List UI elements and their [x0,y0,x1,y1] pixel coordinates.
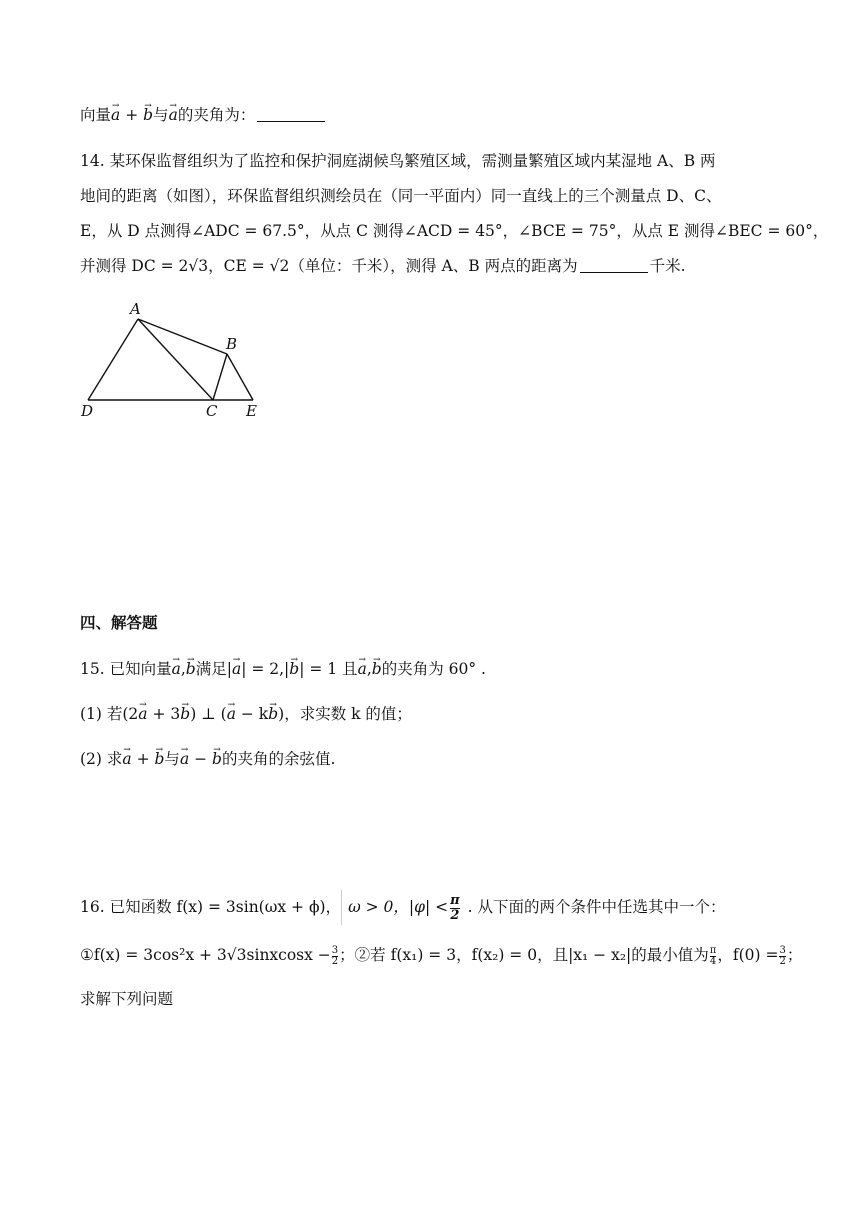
q15-text: | = 2,| [241,660,290,678]
pi-over-2-fraction [450,894,460,923]
frac-num: π [709,944,717,956]
q15-part2-text: 与 [164,750,180,768]
vector-b: → b [143,104,153,126]
q16-text: ； [786,946,803,964]
frac-num: π [450,892,460,908]
vector-b: → b [180,703,190,725]
q16-text: . 从下面的两个条件中任选其中一个： [467,898,726,916]
frac-num: 3 [779,944,786,956]
q15-part1-text: − k [235,705,269,723]
q14-line-4 [80,255,686,277]
vector-a: → a [111,104,120,126]
q16-cond2-tail: ，f(0) = [717,946,779,964]
label-B: B [226,335,238,353]
label-D: D [81,402,94,420]
q16-text: 16. 已知函数 f(x) = 3sin(ωx + ϕ)， [80,898,342,916]
frac-num: 3 [331,944,339,956]
vector-a: → a [227,703,236,725]
answer-blank [257,121,325,122]
q16-condition [341,890,468,925]
label-A: A [130,300,141,318]
q13-suffix: 的夹角为： [177,106,256,124]
q16-line-1 [80,890,726,925]
triangle-figure [76,296,276,426]
answer-blank [580,272,648,273]
segment-BE [227,354,253,400]
vector-b: → b [186,658,196,680]
q15-text: | = 1 且 [299,660,358,678]
q13-mid: 与 [153,106,169,124]
vector-b: → b [289,658,299,680]
q13-prefix: 向量 [80,106,112,124]
q15-part1-text: )，求实数 k 的值； [278,705,412,723]
vector-a: → a [122,748,131,770]
fraction [710,946,717,967]
q16-line-3: 求解下列问题 [80,990,174,1008]
vector-b: → b [268,703,278,725]
q16-cond1: ①f(x) = 3cos²x + 3√3sinxcosx − [80,946,331,964]
label-C: C [206,402,218,420]
q16-line-2 [80,944,802,967]
fraction [779,946,785,967]
q14-unit: 千米. [649,257,686,275]
segment-DA [88,319,138,400]
vector-a: → a [169,104,178,126]
q15-part2-text: 的夹角的余弦值. [221,750,336,768]
q15-line-1: 15. 已知向量→ a,→ b满足|→ a| = 2,|→ b| = 1 且→ a,→ b的夹角为 60° . [80,658,486,680]
vector-b: → b [212,748,222,770]
q14-line-3: E，从 D 点测得∠ADC = 67.5°，从点 C 测得∠ACD = 45°，∠BCE = 75°，从点 E 测得∠BEC = 60°， [80,222,829,240]
q15-text: 满足| [195,660,232,678]
q13-answer-line [80,104,327,126]
vector-a: → a [180,748,189,770]
q15-part-2 [80,748,335,770]
segment-BC [213,354,227,400]
q15-part2-text: (2) 求 [80,750,123,768]
vector-a: → a [138,703,147,725]
q14-line-4-text: 并测得 DC = 2√3，CE = √2（单位：千米），测得 A、B 两点的距离为 [80,257,578,275]
q16-condition-text: ω > 0，|φ| < [348,898,449,916]
frac-den: 2 [450,907,460,923]
q15-part1-text: (1) 若(2 [80,705,139,723]
frac-den: 4 [709,955,717,967]
q16-cond2: ；②若 f(x₁) = 3，f(x₂) = 0，且|x₁ − x₂|的最小值为 [339,946,709,964]
fraction [332,946,338,967]
vector-b: → b [154,748,164,770]
plus-sign: + [120,106,144,124]
q15-part1-text: + 3 [147,705,181,723]
vector-a: → a [232,658,241,680]
label-E: E [246,402,257,420]
q15-part1-text: ) ⊥ ( [190,705,227,723]
q14-line-1: 14. 某环保监督组织为了监控和保护洞庭湖候鸟繁殖区域，需测量繁殖区域内某湿地 A、B 两 [80,152,716,170]
segment-AB [138,319,227,354]
frac-den: 2 [331,955,339,967]
q15-part2-text: − [189,750,213,768]
frac-den: 2 [779,955,786,967]
vector-a: → a [172,658,181,680]
q15-part-1 [80,703,412,725]
q15-part2-text: + [131,750,155,768]
segment-AC [138,319,213,400]
section-title: 四、解答题 [80,614,158,632]
vector-a: → a [358,658,367,680]
q15-text: 的夹角为 60° . [381,660,486,678]
vector-b: → b [372,658,382,680]
q15-text: 15. 已知向量 [80,660,172,678]
q14-line-2: 地间的距离（如图），环保监督组织测绘员在（同一平面内）同一直线上的三个测量点 D、C、 [80,187,722,205]
